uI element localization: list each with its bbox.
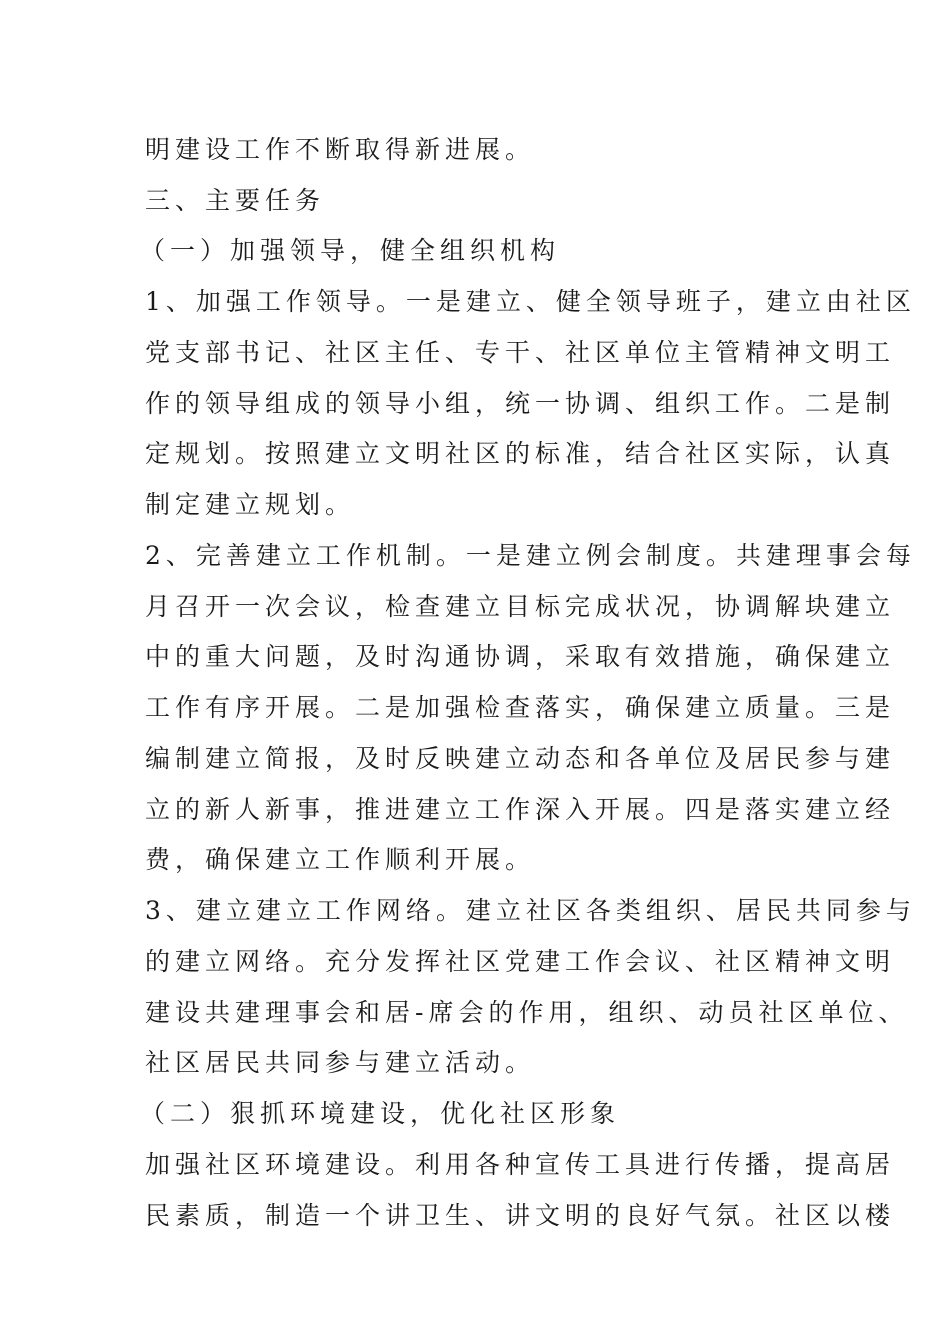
text-line: 党支部书记、社区主任、专干、社区单位主管精神文明工 [145, 338, 896, 367]
section-heading: 三、主要任务 [145, 186, 326, 215]
text-line: 月召开一次会议，检查建立目标完成状况，协调解块建立 [145, 592, 896, 621]
text-line: 3、建立建立工作网络。建立社区各类组织、居民共同参与 [145, 896, 916, 925]
subsection-heading: （二）狠抓环境建设，优化社区形象 [140, 1099, 621, 1128]
text-line: 立的新人新事，推进建立工作深入开展。四是落实建立经 [145, 795, 896, 824]
text-line: 建设共建理事会和居-席会的作用，组织、动员社区单位、 [145, 998, 909, 1027]
text-line: 民素质，制造一个讲卫生、讲文明的良好气氛。社区以楼 [145, 1201, 896, 1230]
text-line: 编制建立简报，及时反映建立动态和各单位及居民参与建 [145, 744, 896, 773]
text-line: 加强社区环境建设。利用各种宣传工具进行传播，提高居 [145, 1150, 896, 1179]
text-line: 制定建立规划。 [145, 490, 356, 519]
text-line: 工作有序开展。二是加强检查落实，确保建立质量。三是 [145, 693, 896, 722]
text-line: 作的领导组成的领导小组，统一协调、组织工作。二是制 [145, 389, 896, 418]
text-line: 1、加强工作领导。一是建立、健全领导班子，建立由社区 [145, 287, 916, 316]
text-line: 2、完善建立工作机制。一是建立例会制度。共建理事会每 [145, 541, 916, 570]
text-line: 中的重大问题，及时沟通协调，采取有效措施，确保建立 [145, 642, 896, 671]
text-line: 的建立网络。充分发挥社区党建工作会议、社区精神文明 [145, 947, 896, 976]
text-line: 定规划。按照建立文明社区的标准，结合社区实际，认真 [145, 439, 896, 468]
text-line: 社区居民共同参与建立活动。 [145, 1048, 536, 1077]
subsection-heading: （一）加强领导，健全组织机构 [140, 236, 561, 265]
text-line: 费，确保建立工作顺利开展。 [145, 845, 536, 874]
text-line: 明建设工作不断取得新进展。 [145, 135, 536, 164]
